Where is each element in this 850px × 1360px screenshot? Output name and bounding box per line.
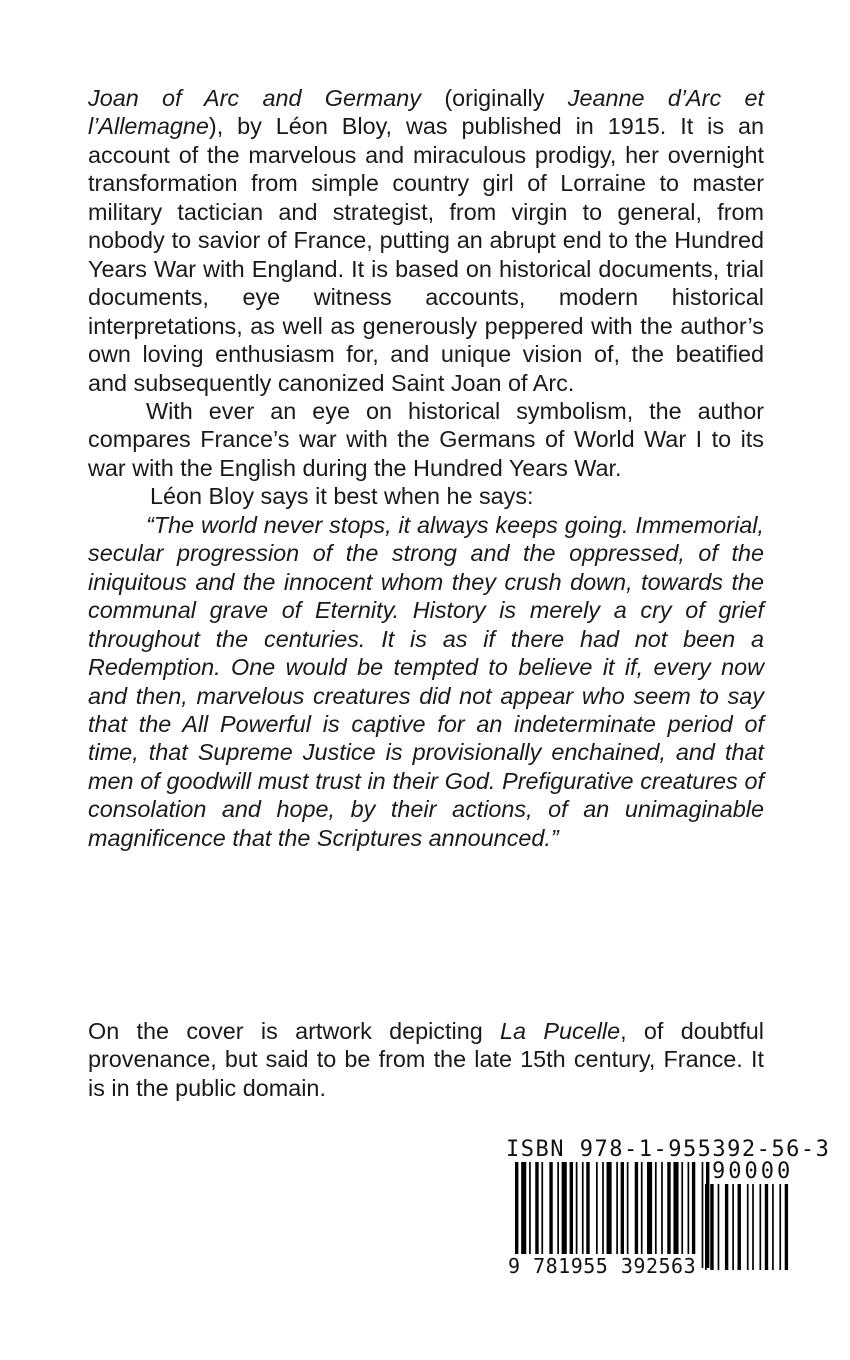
- artwork-title: La Pucelle: [500, 1018, 621, 1044]
- addon-bar: [759, 1184, 761, 1270]
- barcode-bar: [576, 1162, 578, 1268]
- barcode-bar: [515, 1162, 518, 1268]
- barcode-bar: [681, 1162, 683, 1268]
- barcode-bar: [647, 1162, 652, 1268]
- addon-bar: [732, 1184, 734, 1270]
- barcode-bar: [667, 1162, 670, 1268]
- addon-bar: [738, 1184, 741, 1270]
- ean-digits: 9 781955 392563: [508, 1254, 697, 1278]
- barcode-bar: [562, 1162, 567, 1268]
- intro-paragraph: [88, 84, 764, 397]
- text: On the cover is artwork depicting: [88, 1018, 501, 1044]
- price-addon-number: 90000: [712, 1159, 794, 1184]
- barcode-bar: [621, 1162, 624, 1268]
- addon-bar: [710, 1184, 713, 1270]
- barcode-bar: [702, 1162, 704, 1268]
- barcode-bar: [529, 1162, 531, 1268]
- barcode-bar: [557, 1162, 559, 1268]
- lead-in-paragraph: Léon Bloy says it best when he says:: [150, 483, 534, 510]
- addon-bar: [785, 1184, 788, 1270]
- isbn-label: ISBN 978-1-955392-56-3: [506, 1137, 831, 1162]
- barcode-bar: [661, 1162, 663, 1268]
- barcode-bar: [549, 1162, 552, 1268]
- barcode-bar: [607, 1162, 612, 1268]
- book-title: Joan of Arc and Germany: [88, 85, 422, 111]
- barcode-bar: [655, 1162, 657, 1268]
- addon-bar: [765, 1184, 768, 1270]
- original-title: Jeanne d’Arc et l’Allemagne: [88, 85, 764, 140]
- barcode-bar: [535, 1162, 538, 1268]
- addon-bar: [779, 1184, 781, 1270]
- addon-bar: [747, 1184, 749, 1270]
- barcode-bar: [641, 1162, 643, 1268]
- barcode-bar: [688, 1162, 690, 1268]
- addon-bar: [772, 1184, 774, 1270]
- barcode-bar: [586, 1162, 589, 1268]
- barcode-bar: [673, 1162, 678, 1268]
- barcode-bar: [570, 1162, 573, 1268]
- barcode-bar: [635, 1162, 638, 1268]
- addon-bar: [725, 1184, 728, 1270]
- addon-bar: [752, 1184, 754, 1270]
- text: , of doubtful provenance, but said to be from the late 15th century, France. It is in the public domain.: [88, 1018, 764, 1101]
- barcode-bar: [596, 1162, 598, 1268]
- addon-bar: [705, 1184, 707, 1270]
- barcode-bar: [602, 1162, 604, 1268]
- barcode-bar: [627, 1162, 629, 1268]
- barcode-bar: [521, 1162, 526, 1268]
- back-cover-description: [88, 84, 764, 852]
- text: (originally: [421, 85, 568, 111]
- barcode-bar: [616, 1162, 618, 1268]
- barcode-bar: [582, 1162, 584, 1268]
- addon-bar: [718, 1184, 720, 1270]
- text: ), by Léon Bloy, was published in 1915. It is an account of the marvelous and miraculous prodigy, her overnight transformation from simple country girl of Lorraine to master military tactician and strategist, from virgin to general, from nobody to savior of France, putting an abrupt end to the Hundred Years War with England. It is based on historical documents, trial documents, eye witness accounts, modern historical interpretations, as well as generously peppered with the author’s own loving enthusiasm for, and unique vision of, the beatified and subsequently canonized Saint Joan of Arc.: [88, 113, 764, 396]
- barcode-bar: [541, 1162, 543, 1268]
- symbolism-paragraph: With ever an eye on historical symbolism, the author compares France’s war with the Germans of World War I to its war with the English during the Hundred Years War.: [88, 397, 764, 481]
- bloy-quote: “The world never stops, it always keeps going. Immemorial, secular progression of the strong and the oppressed, of the iniquitous and the innocent whom they crush down, towards the communal grave of Eternity. History is merely a cry of grief throughout the centuries. It is as if there had not been a Redemption. One would be tempted to believe it if, every now and then, marvelous creatures did not appear who seem to say that the All Powerful is captive for an indeterminate period of time, that Supreme Justice is provisionally enchained, and that men of goodwill must trust in their God. Prefigurative creatures of consolation and hope, by their actions, of an unimaginable magnificence that the Scriptures announced.”: [88, 511, 764, 851]
- barcode-bar: [692, 1162, 695, 1268]
- cover-note: [88, 1017, 764, 1102]
